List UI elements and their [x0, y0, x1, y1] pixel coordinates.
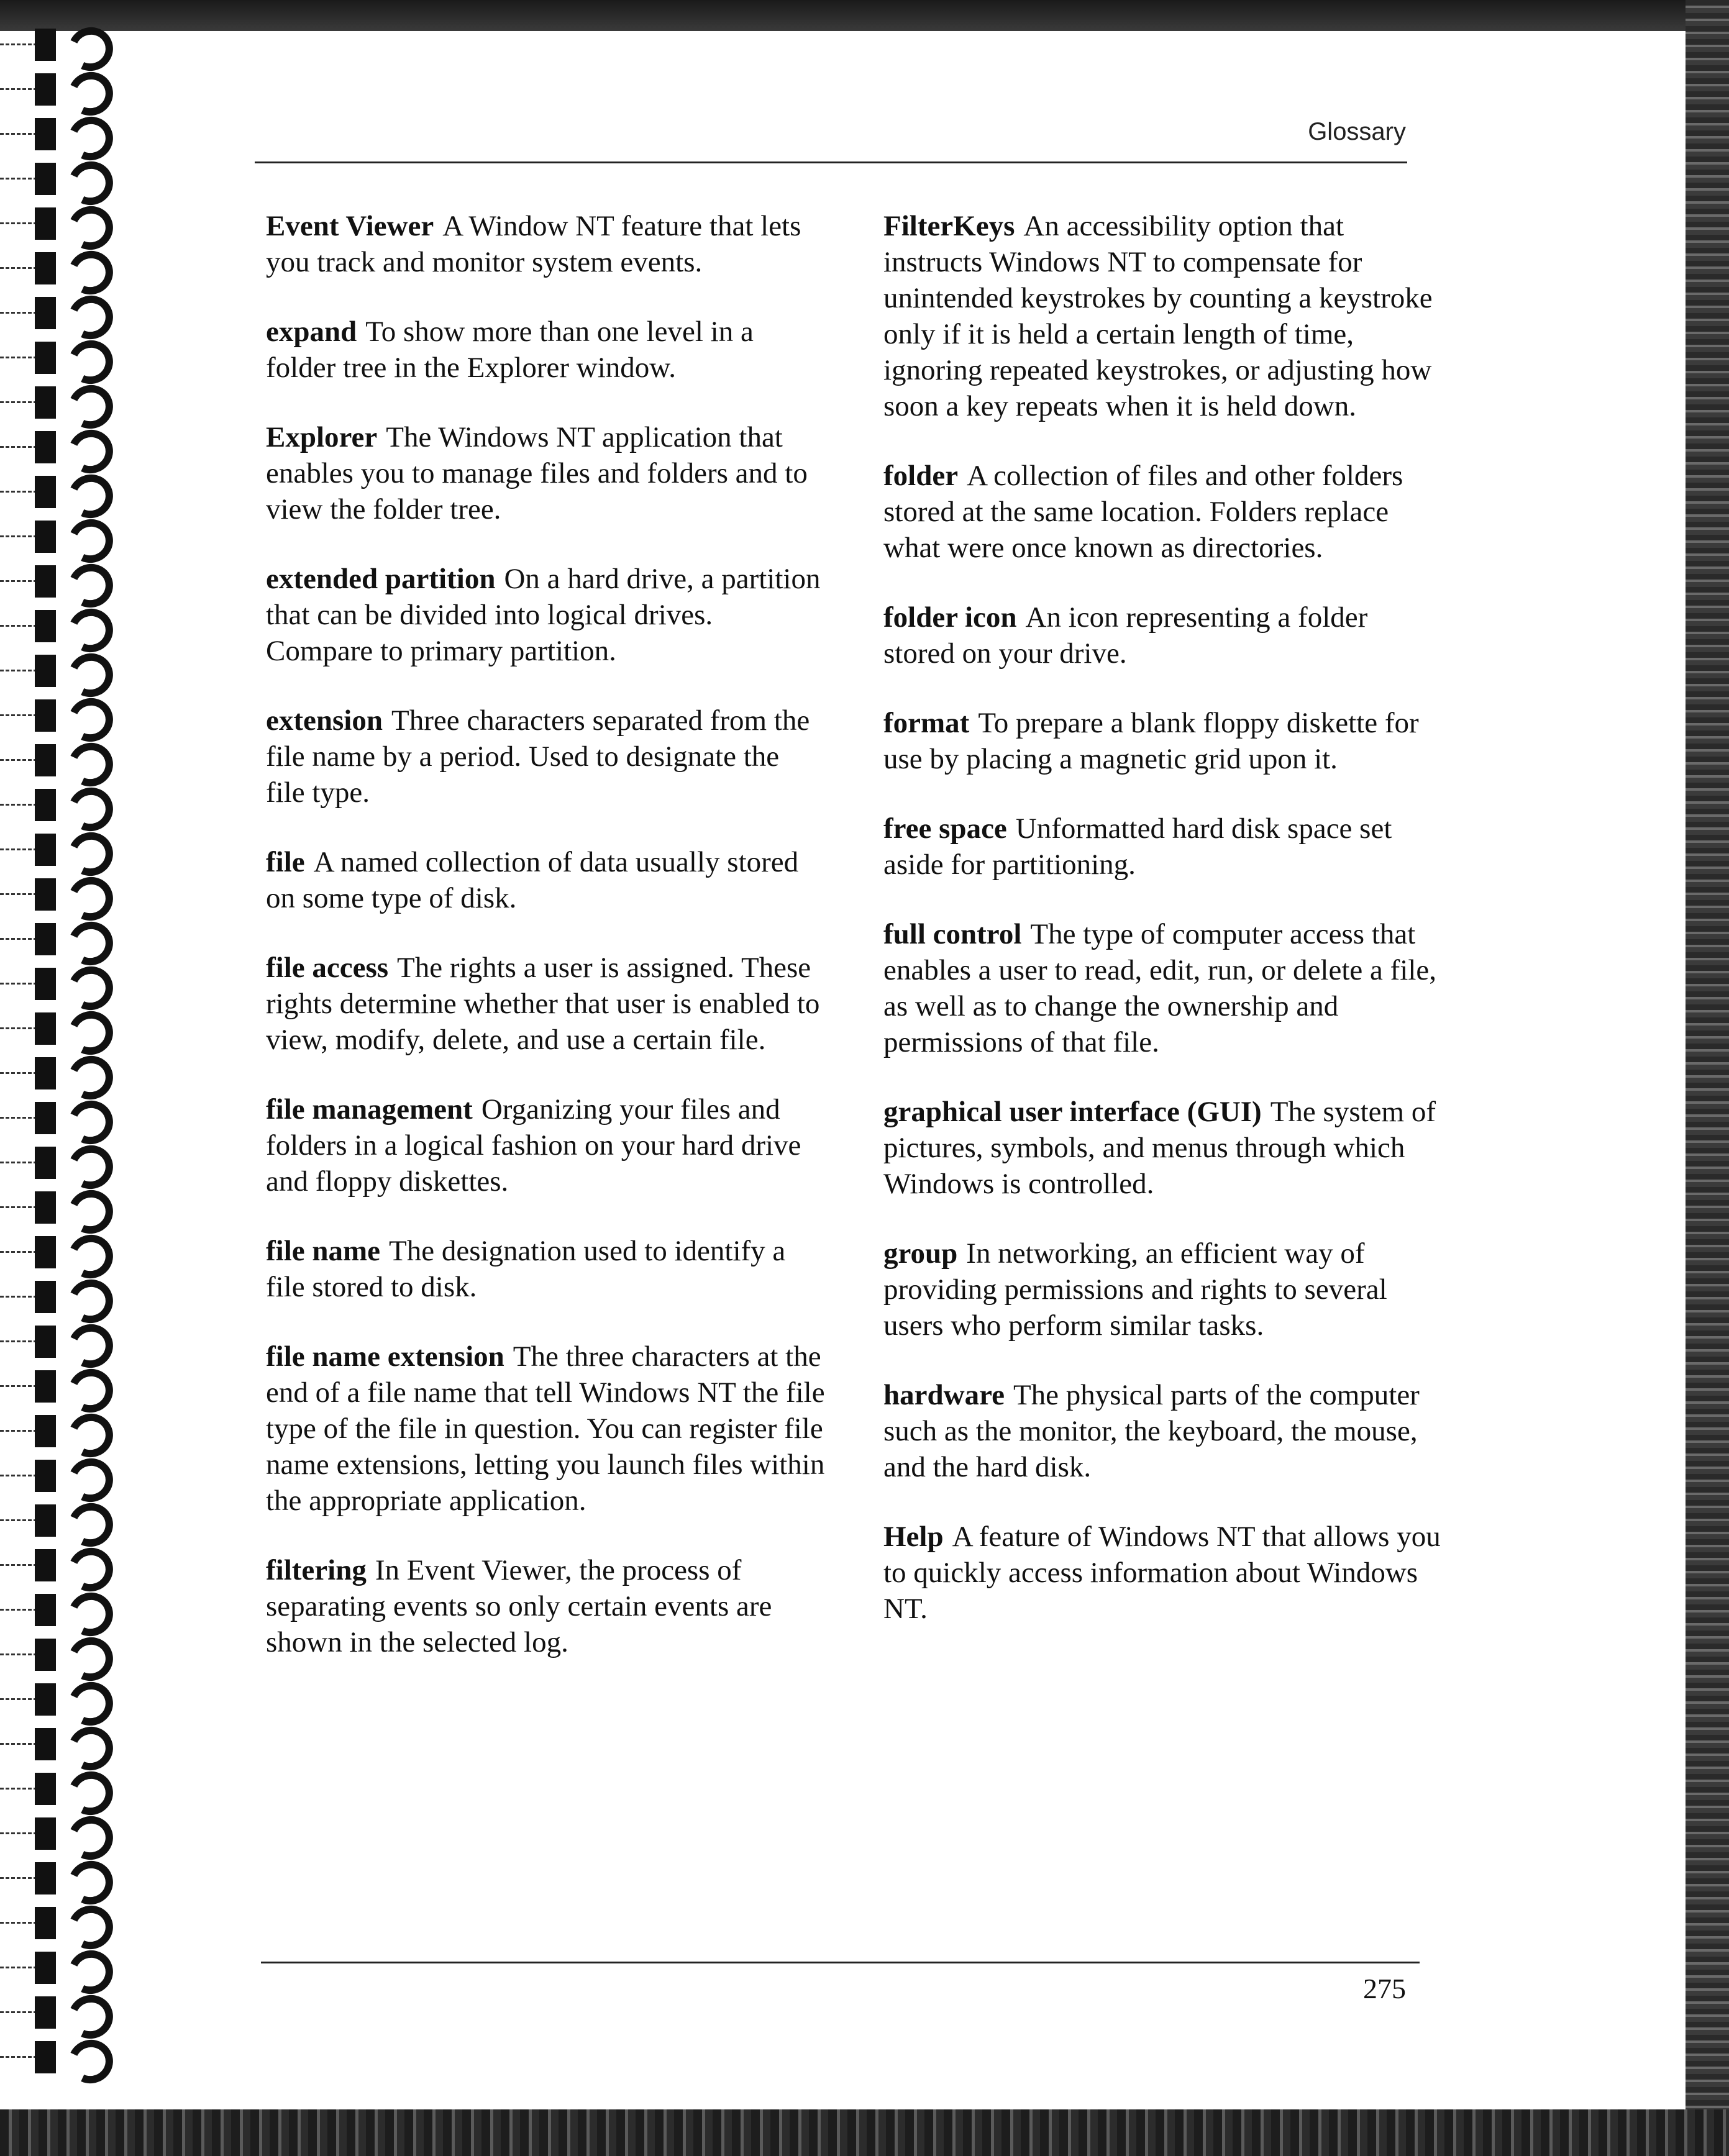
glossary-entry [883, 1519, 1443, 1627]
glossary-entry [266, 314, 825, 386]
binding-ring [0, 964, 124, 1004]
glossary-definition: Organizing your files and folders in a logical fashion on your hard drive and floppy diskettes. [266, 1093, 801, 1198]
binding-ring [0, 1411, 124, 1451]
glossary-term: expand [266, 316, 357, 348]
glossary-term: file [266, 846, 305, 878]
binding-ring [0, 1053, 124, 1093]
binding-ring [0, 1903, 124, 1943]
binding-ring [0, 338, 124, 378]
glossary-entry [883, 458, 1443, 566]
glossary-entry [266, 561, 825, 669]
binding-ring [0, 562, 124, 601]
spiral-binding [0, 25, 124, 2112]
binding-ring [0, 248, 124, 288]
page-header-title: Glossary [1308, 118, 1406, 145]
glossary-definition: A Window NT feature that lets you track and monitor system events. [266, 210, 801, 278]
binding-ring [0, 1009, 124, 1048]
binding-ring [0, 651, 124, 691]
binding-ring [0, 1367, 124, 1406]
binding-ring [0, 1635, 124, 1675]
glossary-definition: Unformatted hard disk space set aside for partitioning. [883, 812, 1392, 881]
binding-ring [0, 293, 124, 333]
binding-ring [0, 517, 124, 557]
footer-rule [261, 1962, 1420, 1963]
glossary-entry [266, 844, 825, 916]
glossary-definition: A collection of files and other folders stored at the same location. Folders replace what were once known as directories. [883, 460, 1403, 564]
glossary-entry [266, 419, 825, 527]
glossary-entry [883, 1235, 1443, 1344]
binding-ring [0, 606, 124, 646]
glossary-term: group [883, 1237, 958, 1270]
glossary-term: Event Viewer [266, 210, 434, 242]
binding-ring [0, 785, 124, 825]
glossary-entry [266, 1091, 825, 1199]
binding-ring [0, 383, 124, 422]
binding-ring [0, 1277, 124, 1317]
glossary-term: format [883, 707, 970, 739]
scan-edge-top [0, 0, 1729, 31]
glossary-entry [266, 950, 825, 1058]
glossary-term: file management [266, 1093, 473, 1126]
binding-ring [0, 159, 124, 199]
glossary-term: hardware [883, 1379, 1005, 1411]
binding-ring [0, 1814, 124, 1854]
glossary-column-left [266, 208, 825, 1694]
glossary-definition: An accessibility option that instructs Windows NT to compensate for unintended keystrokes by counting a keystroke only if it is held a certain length of time, ignoring repeated keystrokes, or adjusting how soon a key repeats when it is held down. [883, 210, 1433, 422]
binding-ring [0, 740, 124, 780]
glossary-definition: The system of pictures, symbols, and menus through which Windows is controlled. [883, 1096, 1436, 1200]
glossary-definition: The Windows NT application that enables you to manage files and folders and to view the folder tree. [266, 421, 808, 525]
glossary-term: extended partition [266, 563, 496, 595]
glossary-definition: The three characters at the end of a file name that tell Windows NT the file type of the file in question. You can register file name extensions, letting you launch files within the appropriate application. [266, 1340, 825, 1517]
binding-ring [0, 1456, 124, 1496]
binding-ring [0, 1858, 124, 1898]
binding-ring [0, 830, 124, 870]
header-rule [255, 161, 1407, 163]
binding-ring [0, 1143, 124, 1183]
glossary-term: free space [883, 812, 1007, 845]
binding-ring [0, 696, 124, 735]
binding-ring [0, 472, 124, 512]
glossary-entry [883, 705, 1443, 777]
glossary-definition: To show more than one level in a folder tree in the Explorer window. [266, 316, 754, 384]
binding-ring [0, 1724, 124, 1764]
glossary-term: full control [883, 918, 1022, 950]
binding-ring [0, 1501, 124, 1540]
glossary-definition: The designation used to identify a file stored to disk. [266, 1235, 786, 1303]
binding-ring [0, 427, 124, 467]
glossary-definition: The type of computer access that enables a user to read, edit, run, or delete a file, as well as to change the ownership and permissions of that file. [883, 918, 1436, 1058]
binding-ring [0, 1098, 124, 1138]
binding-ring [0, 1590, 124, 1630]
glossary-term: folder icon [883, 601, 1017, 634]
glossary-entry [266, 1233, 825, 1305]
glossary-definition: An icon representing a folder stored on your drive. [883, 601, 1368, 670]
glossary-entry [883, 916, 1443, 1060]
glossary-entry [266, 208, 825, 280]
binding-ring [0, 70, 124, 109]
glossary-definition: On a hard drive, a partition that can be divided into logical drives. Compare to primary partition. [266, 563, 821, 667]
glossary-definition: The rights a user is assigned. These rights determine whether that user is enabled to view, modify, delete, and use a certain file. [266, 952, 820, 1056]
glossary-term: file name extension [266, 1340, 504, 1373]
glossary-definition: A named collection of data usually stored on some type of disk. [266, 846, 799, 914]
binding-ring [0, 25, 124, 65]
glossary-term: Explorer [266, 421, 378, 453]
glossary-term: Help [883, 1521, 944, 1553]
binding-ring [0, 2037, 124, 2077]
binding-ring [0, 1993, 124, 2032]
binding-ring [0, 919, 124, 959]
binding-ring [0, 875, 124, 914]
binding-ring [0, 1188, 124, 1227]
binding-ring [0, 1545, 124, 1585]
scan-edge-right [1686, 0, 1729, 2156]
glossary-term: FilterKeys [883, 210, 1015, 242]
binding-ring [0, 1680, 124, 1719]
page-number: 275 [1363, 1973, 1406, 2004]
binding-ring [0, 1322, 124, 1362]
glossary-entry [883, 208, 1443, 424]
binding-ring [0, 1232, 124, 1272]
binding-ring [0, 1948, 124, 1988]
glossary-entry [883, 1377, 1443, 1485]
binding-ring [0, 1769, 124, 1809]
glossary-term: graphical user interface (GUI) [883, 1096, 1262, 1128]
glossary-column-right [883, 208, 1443, 1660]
glossary-entry [266, 1339, 825, 1519]
glossary-entry [266, 1552, 825, 1660]
glossary-definition: Three characters separated from the file name by a period. Used to designate the file type. [266, 704, 810, 809]
glossary-definition: To prepare a blank floppy diskette for use by placing a magnetic grid upon it. [883, 707, 1419, 775]
glossary-term: filtering [266, 1554, 367, 1586]
glossary-definition: A feature of Windows NT that allows you to quickly access information about Windows NT. [883, 1521, 1441, 1625]
glossary-term: extension [266, 704, 383, 737]
glossary-definition: The physical parts of the computer such as the monitor, the keyboard, the mouse, and the hard disk. [883, 1379, 1420, 1483]
glossary-term: folder [883, 460, 959, 492]
binding-ring [0, 204, 124, 243]
glossary-entry [266, 703, 825, 811]
binding-ring [0, 114, 124, 154]
glossary-entry [883, 599, 1443, 671]
glossary-entry [883, 1094, 1443, 1202]
scan-edge-bottom [0, 2109, 1729, 2156]
glossary-entry [883, 811, 1443, 883]
glossary-term: file access [266, 952, 389, 984]
glossary-definition: In networking, an efficient way of providing permissions and rights to several users who perform similar tasks. [883, 1237, 1387, 1342]
glossary-definition: In Event Viewer, the process of separating events so only certain events are shown in the selected log. [266, 1554, 772, 1658]
glossary-term: file name [266, 1235, 381, 1267]
